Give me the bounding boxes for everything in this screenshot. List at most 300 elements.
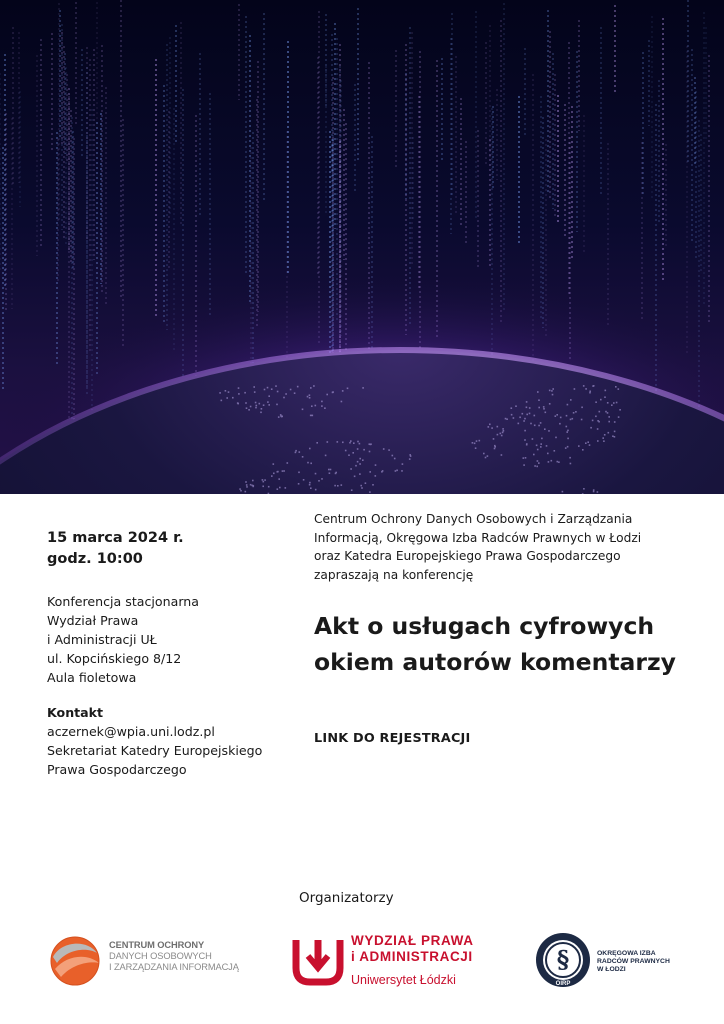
continent-dot (587, 441, 589, 443)
continent-dot (283, 470, 285, 472)
continent-dot (383, 448, 385, 450)
continent-dot (309, 484, 311, 486)
continent-dot (567, 430, 569, 432)
continent-dot (315, 489, 317, 491)
continent-dot (277, 488, 279, 490)
continent-dot (298, 483, 300, 485)
oirp-emblem-text: OIRP (555, 981, 571, 987)
continent-dot (277, 391, 279, 393)
continent-dot (530, 423, 532, 425)
continent-dot (566, 426, 568, 428)
continent-dot (225, 390, 227, 392)
continent-dot (538, 407, 540, 409)
continent-dot (511, 407, 513, 409)
continent-dot (572, 418, 574, 420)
continent-dot (526, 401, 528, 403)
continent-dot (298, 472, 300, 474)
continent-dot (615, 386, 617, 388)
continent-dot (309, 448, 311, 450)
continent-dot (327, 441, 329, 443)
continent-dot (526, 414, 528, 416)
continent-dot (244, 392, 246, 394)
continent-dot (502, 432, 504, 434)
continent-dot (551, 460, 553, 462)
continent-dot (226, 397, 228, 399)
continent-dot (555, 415, 557, 417)
continent-dot (248, 409, 250, 411)
continent-dot (511, 414, 513, 416)
continent-dot (361, 487, 363, 489)
continent-dot (277, 471, 279, 473)
continent-dot (538, 425, 540, 427)
continent-dot (354, 476, 356, 478)
continent-dot (567, 404, 569, 406)
continent-dot (558, 461, 560, 463)
continent-dot (614, 431, 616, 433)
continent-dot (556, 414, 558, 416)
continent-dot (345, 450, 347, 452)
venue-line: ul. Kopcińskiego 8/12 (47, 651, 182, 666)
continent-dot (310, 415, 312, 417)
wpia-logo (292, 930, 502, 994)
continent-dot (221, 400, 223, 402)
contact-heading: Kontakt (47, 705, 104, 720)
continent-dot (250, 406, 252, 408)
continent-dot (362, 387, 364, 389)
continent-dot (551, 390, 553, 392)
continent-dot (575, 411, 577, 413)
continent-dot (318, 480, 320, 482)
continent-dot (483, 453, 485, 455)
continent-dot (359, 473, 361, 475)
continent-dot (382, 470, 384, 472)
continent-dot (488, 426, 490, 428)
continent-dot (600, 399, 602, 401)
continent-dot (253, 386, 255, 388)
continent-dot (369, 443, 371, 445)
continent-dot (268, 493, 270, 494)
continent-dot (232, 397, 234, 399)
continent-dot (347, 388, 349, 390)
oirp-emblem-icon (534, 931, 592, 989)
conference-title-line: Akt o usługach cyfrowych (314, 612, 655, 640)
continent-dot (557, 461, 559, 463)
continent-dot (529, 413, 531, 415)
continent-dot (533, 454, 535, 456)
conference-title-line: okiem autorów komentarzy (314, 648, 677, 676)
continent-dot (593, 489, 595, 491)
continent-dot (547, 453, 549, 455)
continent-dot (273, 473, 275, 475)
continent-dot (599, 411, 601, 413)
continent-dot (544, 428, 546, 430)
contact-line: Prawa Gospodarczego (47, 762, 187, 777)
continent-dot (540, 443, 542, 445)
continent-dot (534, 415, 536, 417)
continent-dot (312, 415, 314, 417)
continent-dot (562, 491, 564, 493)
continent-dot (350, 468, 352, 470)
continent-dot (369, 471, 371, 473)
continent-dot (369, 451, 371, 453)
continent-dot (574, 388, 576, 390)
continent-dot (260, 412, 262, 414)
continent-dot (357, 441, 359, 443)
continent-dot (607, 412, 609, 414)
continent-dot (342, 390, 344, 392)
continent-dot (271, 388, 273, 390)
continent-dot (522, 413, 524, 415)
continent-dot (246, 486, 248, 488)
continent-dot (279, 487, 281, 489)
continent-dot (608, 416, 610, 418)
continent-dot (548, 461, 550, 463)
continent-dot (341, 484, 343, 486)
continent-dot (283, 397, 285, 399)
continent-dot (250, 484, 252, 486)
continent-dot (375, 475, 377, 477)
continent-dot (589, 392, 591, 394)
continent-dot (597, 491, 599, 493)
oirp-logo-line: W ŁODZI (597, 966, 626, 973)
continent-dot (285, 487, 287, 489)
continent-dot (605, 411, 607, 413)
continent-dot (369, 491, 371, 493)
continent-dot (570, 463, 572, 465)
continent-dot (273, 463, 275, 465)
continent-dot (523, 464, 525, 466)
continent-dot (332, 391, 334, 393)
continent-dot (280, 414, 282, 416)
continent-dot (618, 416, 620, 418)
continent-dot (585, 388, 587, 390)
invitation-line: oraz Katedra Europejskiego Prawa Gospodarczego (314, 549, 621, 563)
continent-dot (524, 418, 526, 420)
continent-dot (337, 441, 339, 443)
continent-dot (290, 389, 292, 391)
continent-dot (549, 390, 551, 392)
continent-dot (536, 466, 538, 468)
event-time: godz. 10:00 (47, 551, 143, 567)
continent-dot (282, 470, 284, 472)
continent-dot (540, 422, 542, 424)
continent-dot (567, 446, 569, 448)
continent-dot (359, 458, 361, 460)
continent-dot (549, 403, 551, 405)
continent-dot (285, 393, 287, 395)
svg-text:§: § (556, 945, 570, 974)
continent-dot (245, 491, 247, 493)
continent-dot (585, 442, 587, 444)
continent-dot (593, 385, 595, 387)
continent-dot (595, 401, 597, 403)
continent-dot (256, 405, 258, 407)
cod-logo-line: I ZARZĄDZANIA INFORMACJĄ (109, 962, 239, 972)
wpia-logo-university: Uniwersytet Łódzki (351, 973, 456, 987)
continent-dot (281, 416, 283, 418)
continent-dot (307, 396, 309, 398)
continent-dot (271, 475, 273, 477)
continent-dot (299, 451, 301, 453)
continent-dot (363, 449, 365, 451)
event-date-block (47, 528, 184, 570)
continent-dot (538, 399, 540, 401)
continent-dot (276, 404, 278, 406)
continent-dot (342, 442, 344, 444)
continent-dot (255, 407, 257, 409)
continent-dot (545, 412, 547, 414)
continent-dot (245, 402, 247, 404)
continent-dot (543, 408, 545, 410)
continent-dot (552, 394, 554, 396)
continent-dot (395, 470, 397, 472)
continent-dot (357, 461, 359, 463)
continent-dot (307, 462, 309, 464)
continent-dot (493, 438, 495, 440)
continent-dot (228, 391, 230, 393)
continent-dot (582, 493, 584, 494)
continent-dot (275, 385, 277, 387)
continent-dot (360, 485, 362, 487)
continent-dot (518, 423, 520, 425)
continent-dot (321, 401, 323, 403)
continent-dot (597, 428, 599, 430)
continent-dot (540, 446, 542, 448)
continent-dot (365, 482, 367, 484)
continent-dot (311, 405, 313, 407)
continent-dot (325, 455, 327, 457)
continent-dot (261, 408, 263, 410)
continent-dot (237, 402, 239, 404)
continent-dot (263, 481, 265, 483)
oirp-logo-line: OKRĘGOWA IZBA (597, 950, 656, 957)
continent-dot (239, 488, 241, 490)
continent-dot (525, 457, 527, 459)
continent-dot (263, 404, 265, 406)
continent-dot (608, 432, 610, 434)
continent-dot (297, 386, 299, 388)
continent-dot (401, 470, 403, 472)
continent-dot (278, 416, 280, 418)
continent-dot (310, 463, 312, 465)
continent-dot (497, 426, 499, 428)
continent-dot (602, 437, 604, 439)
continent-dot (396, 470, 398, 472)
continent-dot (268, 486, 270, 488)
continent-dot (245, 481, 247, 483)
continent-dot (388, 449, 390, 451)
continent-dot (262, 486, 264, 488)
continent-dot (589, 391, 591, 393)
continent-dot (537, 449, 539, 451)
continent-dot (240, 490, 242, 492)
continent-dot (370, 443, 372, 445)
continent-dot (410, 455, 412, 457)
continent-dot (536, 445, 538, 447)
continent-dot (569, 457, 571, 459)
wpia-logo-line: i ADMINISTRACJI (351, 949, 473, 964)
continent-dot (475, 447, 477, 449)
continent-dot (479, 440, 481, 442)
continent-dot (524, 439, 526, 441)
continent-dot (566, 431, 568, 433)
ul-emblem-icon (292, 934, 344, 986)
continent-dot (326, 394, 328, 396)
continent-dot (303, 479, 305, 481)
contact-line: Sekretariat Katedry Europejskiego (47, 743, 263, 758)
continent-dot (309, 397, 311, 399)
continent-dot (613, 402, 615, 404)
continent-dot (541, 438, 543, 440)
continent-dot (264, 479, 266, 481)
continent-dot (526, 407, 528, 409)
continent-dot (315, 473, 317, 475)
continent-dot (330, 469, 332, 471)
continent-dot (487, 455, 489, 457)
continent-dot (357, 448, 359, 450)
continent-dot (375, 464, 377, 466)
continent-dot (309, 394, 311, 396)
continent-dot (219, 392, 221, 394)
continent-dot (597, 440, 599, 442)
continent-dot (355, 465, 357, 467)
continent-dot (560, 417, 562, 419)
oirp-logo (534, 931, 719, 991)
continent-dot (251, 485, 253, 487)
contact-email[interactable]: aczernek@wpia.uni.lodz.pl (47, 724, 215, 739)
continent-dot (608, 421, 610, 423)
continent-dot (394, 458, 396, 460)
continent-dot (501, 454, 503, 456)
continent-dot (618, 388, 620, 390)
continent-dot (497, 434, 499, 436)
continent-dot (268, 395, 270, 397)
continent-dot (321, 405, 323, 407)
continent-dot (590, 427, 592, 429)
continent-dot (362, 459, 364, 461)
continent-dot (349, 442, 351, 444)
continent-dot (309, 482, 311, 484)
continent-dot (359, 463, 361, 465)
continent-dot (612, 435, 614, 437)
continent-dot (614, 421, 616, 423)
continent-dot (595, 416, 597, 418)
continent-dot (534, 425, 536, 427)
continent-dot (582, 449, 584, 451)
continent-dot (529, 407, 531, 409)
continent-dot (402, 463, 404, 465)
oirp-logo-line: RADCÓW PRAWNYCH (597, 958, 670, 965)
continent-dot (532, 438, 534, 440)
continent-dot (537, 391, 539, 393)
continent-dot (583, 385, 585, 387)
digital-earth-illustration (0, 0, 724, 494)
continent-dot (334, 485, 336, 487)
continent-dot (278, 478, 280, 480)
continent-dot (607, 402, 609, 404)
cod-logo-line: CENTRUM OCHRONY (109, 940, 205, 950)
continent-dot (316, 442, 318, 444)
continent-dot (494, 445, 496, 447)
continent-dot (353, 442, 355, 444)
continent-dot (552, 388, 554, 390)
conference-title (314, 608, 676, 680)
continent-dot (566, 415, 568, 417)
continent-dot (597, 420, 599, 422)
continent-dot (524, 430, 526, 432)
continent-dot (538, 462, 540, 464)
cod-swirl-icon (47, 933, 103, 989)
cod-logo (47, 933, 262, 989)
continent-dot (519, 417, 521, 419)
continent-dot (554, 450, 556, 452)
continent-dot (526, 444, 528, 446)
continent-dot (589, 444, 591, 446)
continent-dot (523, 420, 525, 422)
continent-dot (592, 420, 594, 422)
continent-dot (501, 435, 503, 437)
continent-dot (294, 392, 296, 394)
organizers-heading: Organizatorzy (299, 890, 394, 906)
continent-dot (513, 417, 515, 419)
continent-dot (523, 457, 525, 459)
continent-dot (246, 407, 248, 409)
continent-dot (604, 396, 606, 398)
continent-dot (267, 401, 269, 403)
venue-line: Aula fioletowa (47, 670, 137, 685)
continent-dot (505, 418, 507, 420)
continent-dot (264, 389, 266, 391)
continent-dot (359, 443, 361, 445)
continent-dot (310, 487, 312, 489)
continent-dot (616, 402, 618, 404)
hero-image (0, 0, 724, 494)
continent-dot (255, 402, 257, 404)
continent-dot (573, 412, 575, 414)
venue-line: Wydział Prawa (47, 613, 139, 628)
invitation-line: Centrum Ochrony Danych Osobowych i Zarządzania (314, 512, 633, 526)
continent-dot (485, 457, 487, 459)
invitation-text (314, 510, 714, 584)
continent-dot (267, 387, 269, 389)
continent-dot (500, 433, 502, 435)
continent-dot (252, 480, 254, 482)
venue-block (47, 592, 199, 687)
continent-dot (409, 458, 411, 460)
continent-dot (295, 450, 297, 452)
registration-link[interactable]: LINK DO REJESTRACJI (314, 731, 471, 746)
continent-dot (604, 434, 606, 436)
continent-dot (515, 405, 517, 407)
continent-dot (559, 423, 561, 425)
continent-dot (324, 407, 326, 409)
contact-block (47, 722, 262, 779)
continent-dot (295, 452, 297, 454)
venue-line: Konferencja stacjonarna (47, 594, 199, 609)
continent-dot (313, 385, 315, 387)
continent-dot (494, 448, 496, 450)
continent-dot (534, 465, 536, 467)
continent-dot (614, 436, 616, 438)
event-date: 15 marca 2024 r. (47, 530, 184, 546)
continent-dot (489, 424, 491, 426)
continent-dot (583, 488, 585, 490)
continent-dot (503, 430, 505, 432)
continent-dot (246, 484, 248, 486)
continent-dot (337, 485, 339, 487)
invitation-line: zapraszają na konferencję (314, 567, 474, 582)
continent-dot (593, 491, 595, 493)
